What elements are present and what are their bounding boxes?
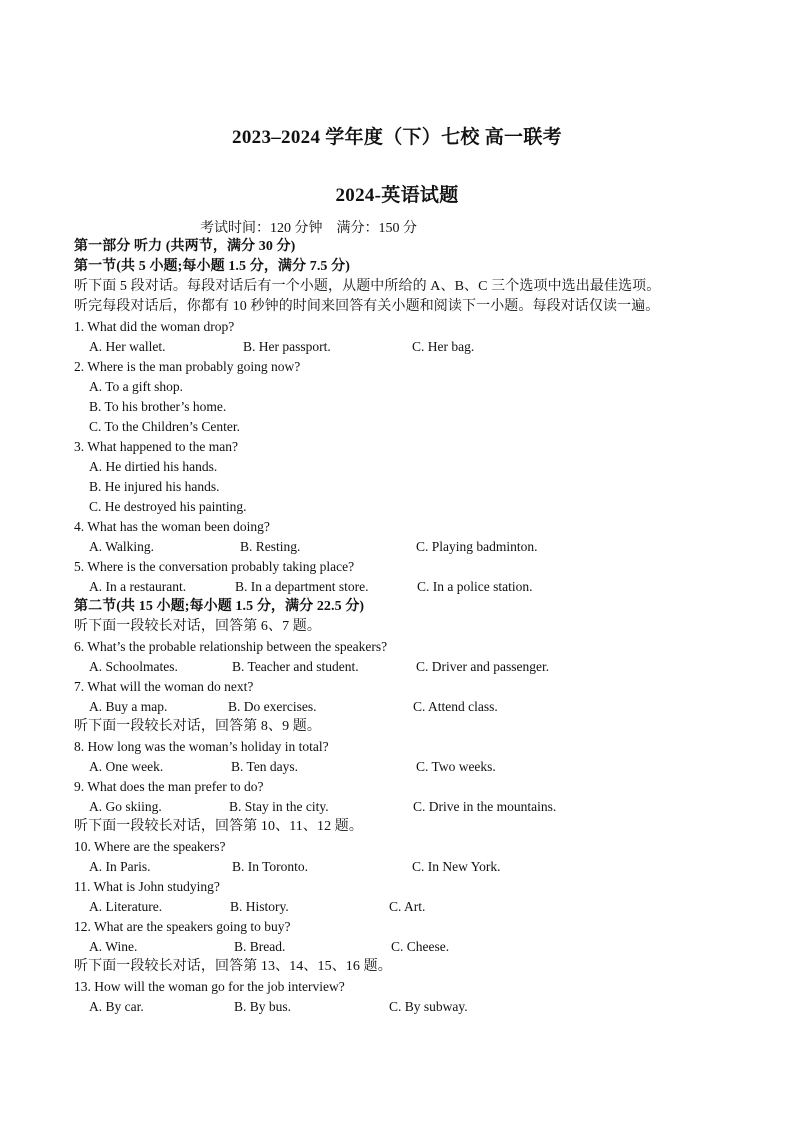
q9-option-a: A. Go skiing. (89, 799, 162, 814)
q2-option-a: A. To a gift shop. (89, 379, 184, 394)
question-8: 8. How long was the woman’s holiday in total? (74, 739, 329, 754)
group-instruction-13-16: 听下面一段较长对话，回答第 13、14、15、16 题。 (74, 959, 392, 974)
question-13: 13. How will the woman go for the job interview? (74, 979, 345, 994)
q11-option-a: A. Literature. (89, 899, 163, 914)
section1-heading: 第一节(共 5 小题;每小题 1.5 分，满分 7.5 分) (74, 259, 350, 274)
question-6-options (74, 657, 734, 677)
q12-option-a: A. Wine. (89, 939, 138, 954)
section2-heading: 第二节(共 15 小题;每小题 1.5 分，满分 22.5 分) (74, 599, 365, 614)
q8-option-c: C. Two weeks. (416, 759, 496, 774)
q2-option-c: C. To the Children’s Center. (89, 419, 241, 434)
q5-option-b: B. In a department store. (235, 579, 369, 594)
q3-option-a: A. He dirtied his hands. (89, 459, 218, 474)
question-7-options (74, 697, 734, 717)
question-5: 5. Where is the conversation probably taking place? (74, 559, 355, 574)
q7-option-b: B. Do exercises. (228, 699, 317, 714)
q5-option-a: A. In a restaurant. (89, 579, 187, 594)
q3-option-b: B. He injured his hands. (89, 479, 220, 494)
section1-instruction-2: 听完每段对话后，你都有 10 秒钟的时间来回答有关小题和阅读下一小题。每段对话仅读一遍。 (74, 299, 660, 314)
q7-option-c: C. Attend class. (413, 699, 498, 714)
q13-option-c: C. By subway. (389, 999, 468, 1014)
exam-content (74, 237, 734, 1017)
question-4: 4. What has the woman been doing? (74, 519, 270, 534)
question-9: 9. What does the man prefer to do? (74, 779, 264, 794)
q8-option-b: B. Ten days. (231, 759, 299, 774)
group-instruction-10-12: 听下面一段较长对话，回答第 10、11、12 题。 (74, 819, 363, 834)
q3-option-c: C. He destroyed his painting. (89, 499, 247, 514)
question-5-options (74, 577, 734, 597)
q6-option-b: B. Teacher and student. (232, 659, 359, 674)
q12-option-b: B. Bread. (234, 939, 286, 954)
q4-option-c: C. Playing badminton. (416, 539, 538, 554)
question-8-options (74, 757, 734, 777)
q1-option-a: A. Her wallet. (89, 339, 166, 354)
question-11-options (74, 897, 734, 917)
q13-option-b: B. By bus. (234, 999, 292, 1014)
question-12-options (74, 937, 734, 957)
question-10: 10. Where are the speakers? (74, 839, 226, 854)
q2-option-b: B. To his brother’s home. (89, 399, 227, 414)
question-13-options (74, 997, 734, 1017)
q11-option-b: B. History. (230, 899, 289, 914)
group-instruction-6-7: 听下面一段较长对话，回答第 6、7 题。 (74, 619, 321, 634)
question-11: 11. What is John studying? (74, 879, 220, 894)
section1-instruction-1: 听下面 5 段对话。每段对话后有一个小题，从题中所给的 A、B、C 三个选项中选出最佳选项。 (74, 279, 661, 294)
question-6: 6. What’s the probable relationship between the speakers? (74, 639, 388, 654)
q7-option-a: A. Buy a map. (89, 699, 168, 714)
q10-option-b: B. In Toronto. (232, 859, 309, 874)
q8-option-a: A. One week. (89, 759, 164, 774)
exam-info: 考试时间：120 分钟 满分：150 分 (200, 221, 417, 236)
q10-option-c: C. In New York. (412, 859, 501, 874)
q9-option-b: B. Stay in the city. (229, 799, 329, 814)
q6-option-c: C. Driver and passenger. (416, 659, 550, 674)
q1-option-b: B. Her passport. (243, 339, 331, 354)
question-12: 12. What are the speakers going to buy? (74, 919, 291, 934)
question-2: 2. Where is the man probably going now? (74, 359, 301, 374)
question-4-options (74, 537, 734, 557)
question-1-options (74, 337, 734, 357)
q9-option-c: C. Drive in the mountains. (413, 799, 557, 814)
question-10-options (74, 857, 734, 877)
q4-option-a: A. Walking. (89, 539, 155, 554)
group-instruction-8-9: 听下面一段较长对话，回答第 8、9 题。 (74, 719, 321, 734)
q12-option-c: C. Cheese. (391, 939, 450, 954)
exam-subtitle: 2024-英语试题 (335, 185, 459, 206)
q6-option-a: A. Schoolmates. (89, 659, 178, 674)
question-7: 7. What will the woman do next? (74, 679, 254, 694)
q5-option-c: C. In a police station. (417, 579, 533, 594)
part1-heading: 第一部分 听力 (共两节，满分 30 分) (74, 239, 296, 254)
q4-option-b: B. Resting. (240, 539, 301, 554)
q1-option-c: C. Her bag. (412, 339, 475, 354)
q13-option-a: A. By car. (89, 999, 144, 1014)
question-1: 1. What did the woman drop? (74, 319, 235, 334)
question-9-options (74, 797, 734, 817)
question-3: 3. What happened to the man? (74, 439, 238, 454)
q10-option-a: A. In Paris. (89, 859, 151, 874)
q11-option-c: C. Art. (389, 899, 426, 914)
exam-title: 2023–2024 学年度（下）七校 高一联考 (232, 127, 562, 148)
